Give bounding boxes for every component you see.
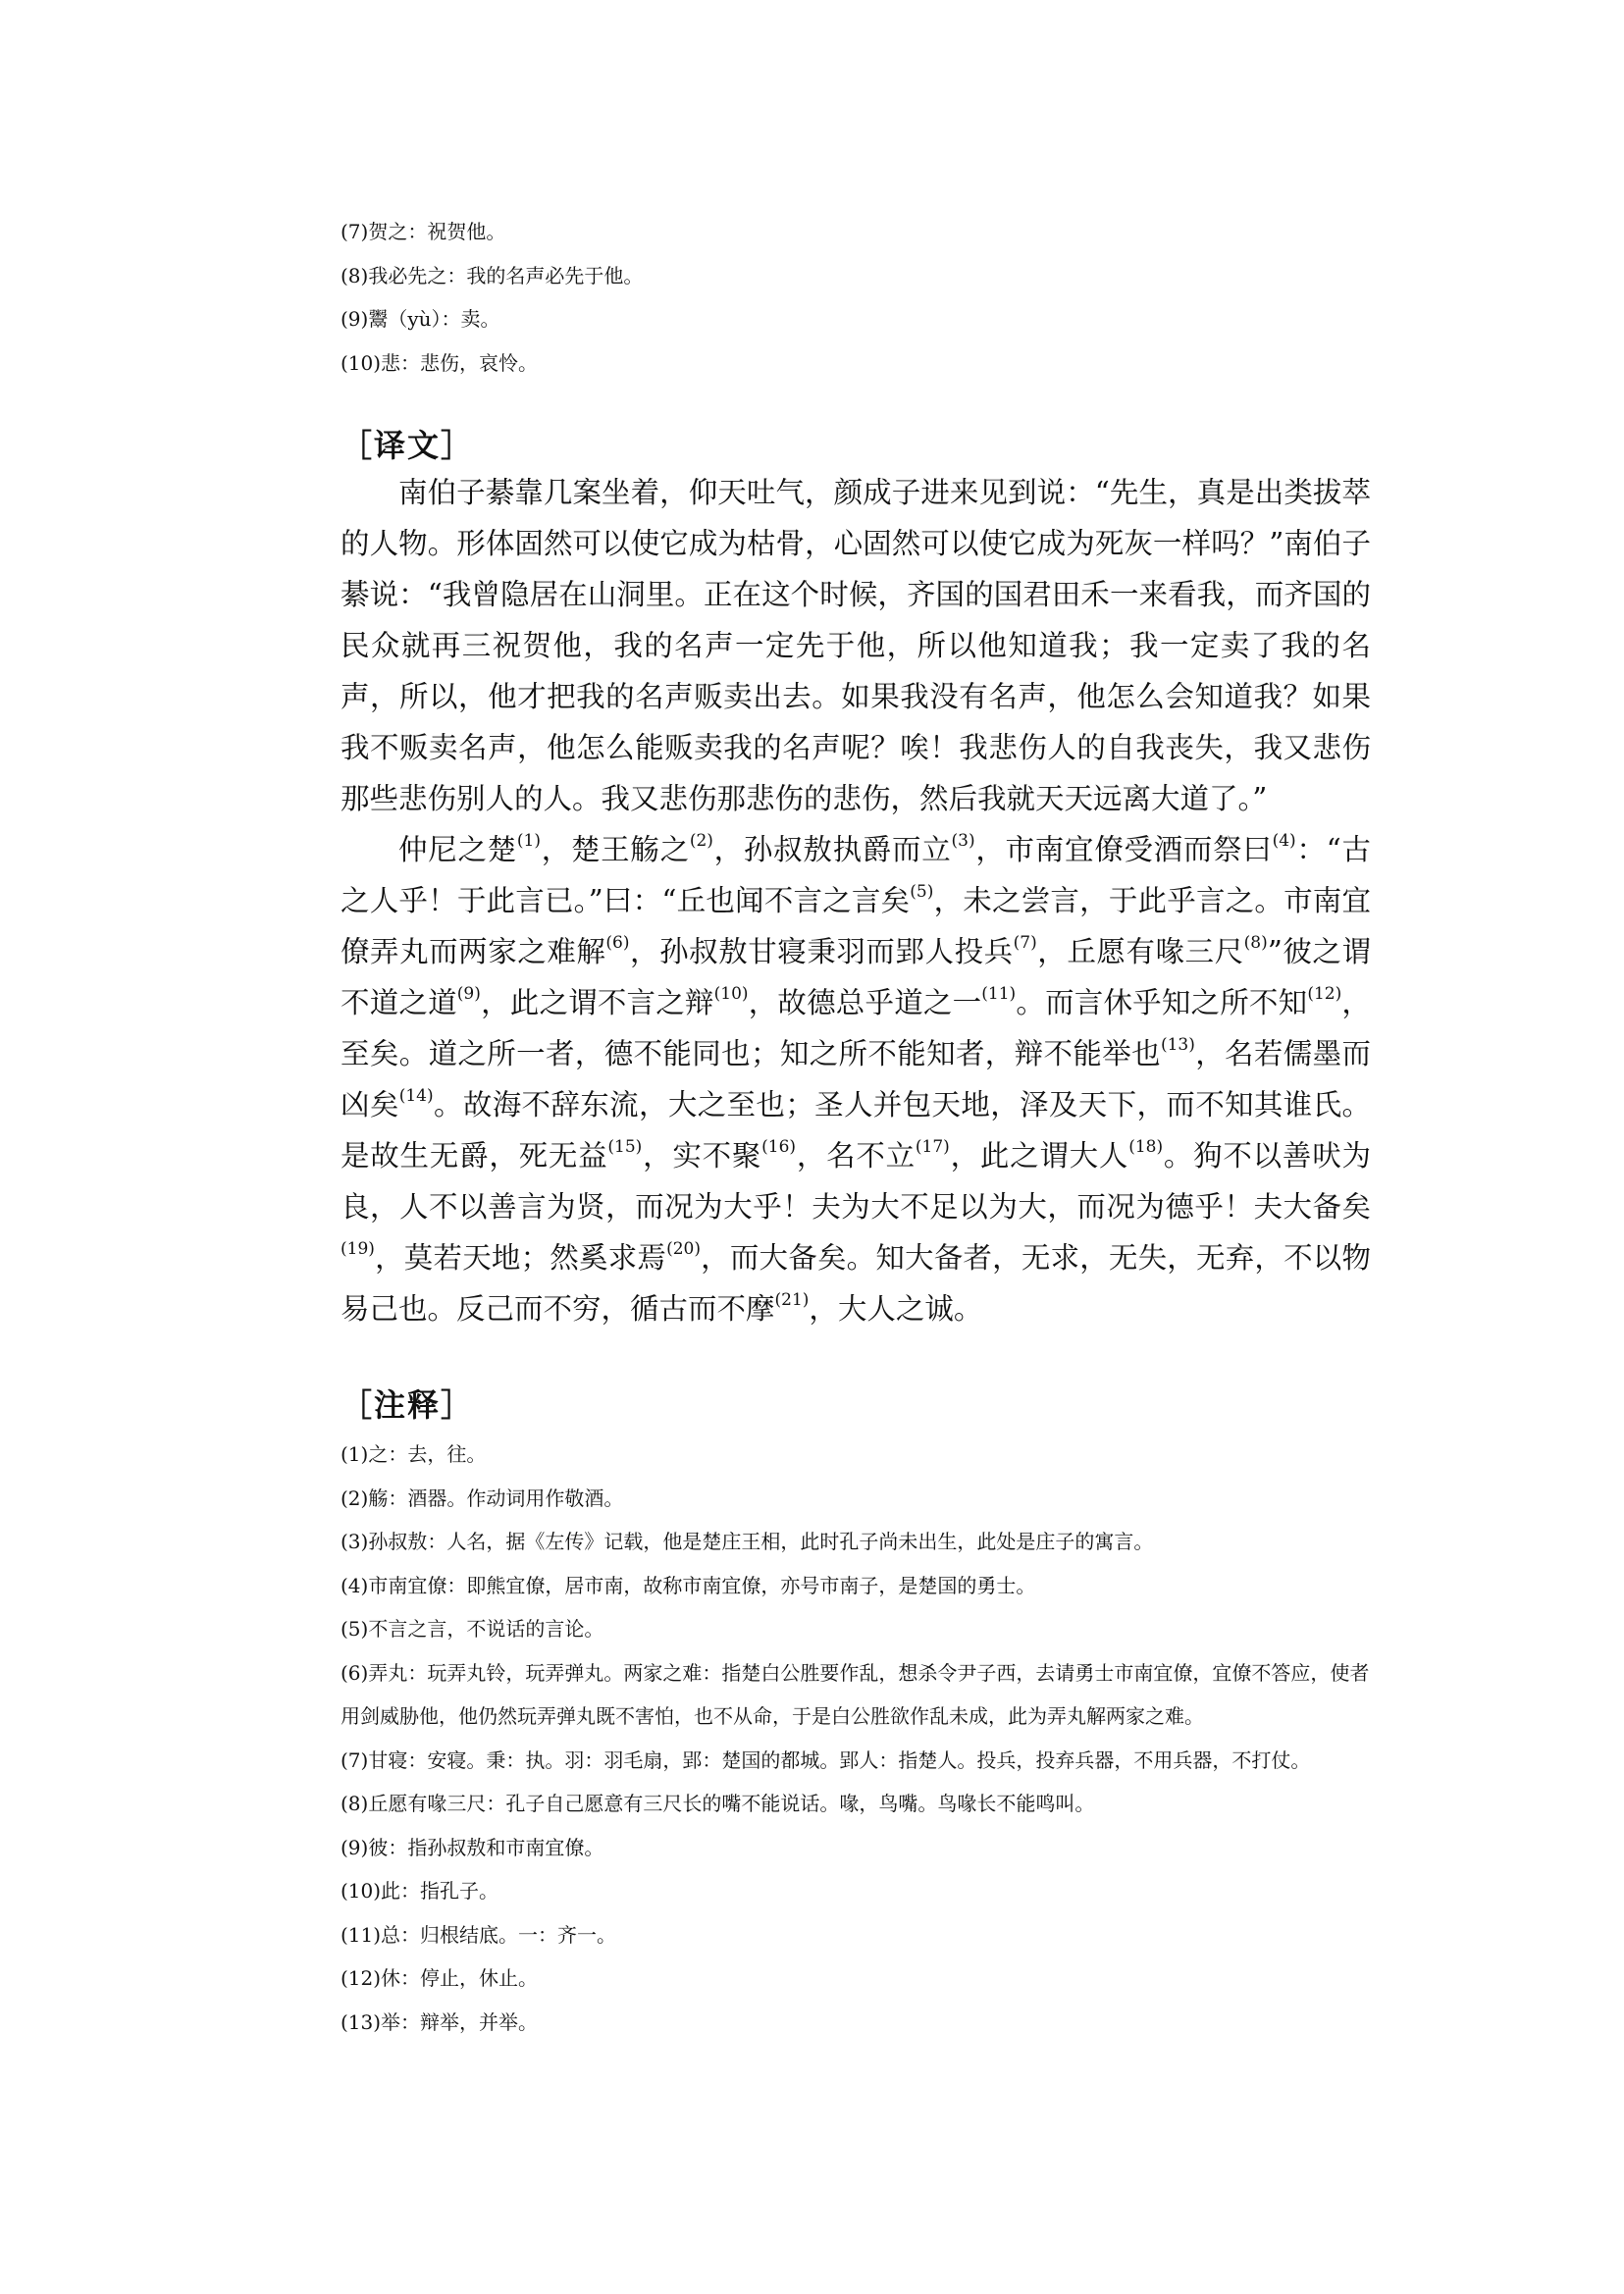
- note-ref-14: (14): [398, 1086, 434, 1106]
- translation-heading: ［译文］: [341, 427, 475, 464]
- note-ref-9: (9): [456, 984, 481, 1004]
- note-ref-5: (5): [910, 882, 934, 902]
- document-page: [341, 210, 1371, 2044]
- annotation-12: (12)休：停止，休止。: [341, 1966, 539, 1990]
- footnote-9: (9)鬻（yù）：卖。: [341, 307, 500, 331]
- annotation-2: (2)觞：酒器。作动词用作敬酒。: [341, 1486, 624, 1510]
- note-ref-2: (2): [689, 831, 713, 851]
- note-ref-20: (20): [666, 1239, 701, 1259]
- annotation-10: (10)此：指孔子。: [341, 1879, 499, 1903]
- note-ref-13: (13): [1160, 1035, 1195, 1055]
- note-ref-1: (1): [516, 831, 541, 851]
- translation-section: [341, 467, 1371, 1334]
- note-ref-12: (12): [1307, 984, 1342, 1004]
- note-ref-16: (16): [761, 1137, 797, 1157]
- annotation-13: (13)举：辩举，并举。: [341, 2009, 539, 2034]
- original-text-paragraph: 仲尼之楚$^{(1)}$，楚王觞之$^{(2)}$，孙叔敖执爵而立$^{(3)}$，市南宜僚受酒而祭曰$^{(4)}$：“古之人乎！于此言已。”曰：“丘也闻不言之言矣$^{(5)}$，未之尝言，于此乎言之。市南宜僚弄丸而两家之难解$^{(6)}$，孙叔敖甘寝秉羽而郢人投兵$^{(7)}$，丘愿有喙三尺$^{(8)}$”彼之谓不道之道$^{(9)}$，此之谓不言之辩$^{(10)}$，故德总乎道之一$^{(11)}$。而言休乎知之所不知$^{(12)}$，至矣。道之所一者，德不能同也；知之所不能知者，辩不能举也$^{(13)}$，名若儒墨而凶矣$^{(14)}$。故海不辞东流，大之至也；圣人并包天地，泽及天下，而不知其谁氏。是故生无爵，死无益$^{(15)}$，实不聚$^{(16)}$，名不立$^{(17)}$，此之谓大人$^{(18)}$。狗不以善吠为良，人不以善言为贤，而况为大乎！夫为大不足以为大，而况为德乎！夫大备矣$^{(19)}$，莫若天地；然奚求焉$^{(20)}$，而大备矣。知大备者，无求，无失，无弃，不以物易己也。反己而不穷，循古而不摩$^{(21)}$，大人之诚。: [341, 831, 1371, 1326]
- note-ref-15: (15): [607, 1137, 643, 1157]
- footnote-7: (7)贺之：祝贺他。: [341, 220, 506, 243]
- annotation-4: (4)市南宜僚：即熊宜僚，居市南，故称市南宜僚，亦号市南子，是楚国的勇士。: [341, 1573, 1036, 1597]
- note-ref-7: (7): [1013, 933, 1037, 953]
- note-ref-8: (8): [1243, 933, 1268, 953]
- annotations-list: [341, 1433, 1371, 2044]
- note-ref-6: (6): [605, 933, 630, 953]
- annotation-6: (6)弄丸：玩弄丸铃，玩弄弹丸。两家之难：指楚白公胜要作乱，想杀令尹子西，去请勇士市南宜僚，宜僚不答应，使者用剑威胁他，他仍然玩弄弹丸既不害怕，也不从命，于是白公胜欲作乱未成，此为弄丸解两家之难。: [341, 1660, 1370, 1728]
- note-ref-10: (10): [713, 984, 749, 1004]
- annotation-9: (9)彼：指孙叔敖和市南宜僚。: [341, 1835, 604, 1859]
- annotation-1: (1)之：去，往。: [341, 1442, 487, 1466]
- footnote-10: (10)悲：悲伤，哀怜。: [341, 350, 539, 375]
- footnotes-continued: [341, 210, 1371, 385]
- annotation-3: (3)孙叔敖：人名，据《左传》记载，他是楚庄王相，此时孔子尚未出生，此处是庄子的寓言。: [341, 1530, 1154, 1553]
- annotations-heading: ［注释］: [341, 1386, 475, 1424]
- note-ref-4: (4): [1272, 831, 1296, 851]
- note-ref-21: (21): [774, 1290, 810, 1310]
- annotation-8: (8)丘愿有喙三尺：孔子自己愿意有三尺长的嘴不能说话。喙，鸟嘴。鸟喙长不能鸣叫。: [341, 1792, 1095, 1815]
- annotation-5: (5)不言之言，不说话的言论。: [341, 1617, 604, 1641]
- footnote-8: (8)我必先之：我的名声必先于他。: [341, 263, 644, 287]
- annotation-11: (11)总：归根结底。一：齐一。: [341, 1922, 617, 1947]
- note-ref-17: (17): [915, 1137, 950, 1157]
- note-ref-19: (19): [341, 1239, 375, 1259]
- note-ref-3: (3): [951, 831, 975, 851]
- note-ref-11: (11): [981, 984, 1017, 1004]
- translation-paragraph: 南伯子綦靠几案坐着，仰天吐气，颜成子进来见到说：“先生，真是出类拔萃的人物。形体固然可以使它成为枯骨，心固然可以使它成为死灰一样吗？”南伯子綦说：“我曾隐居在山洞里。正在这个时候，齐国的国君田禾一来看我，而齐国的民众就再三祝贺他，我的名声一定先于他，所以他知道我；我一定卖了我的名声，所以，他才把我的名声贩卖出去。如果我没有名声，他怎么会知道我？如果我不贩卖名声，他怎么能贩卖我的名声呢？唉！我悲伤人的自我丧失，我又悲伤那些悲伤别人的人。我又悲伤那悲伤的悲伤，然后我就天天远离大道了。”: [341, 476, 1371, 815]
- note-ref-18: (18): [1128, 1137, 1164, 1157]
- annotation-7: (7)甘寝：安寝。秉：执。羽：羽毛扇，郢：楚国的都城。郢人：指楚人。投兵，投弃兵器，不用兵器，不打仗。: [341, 1747, 1311, 1772]
